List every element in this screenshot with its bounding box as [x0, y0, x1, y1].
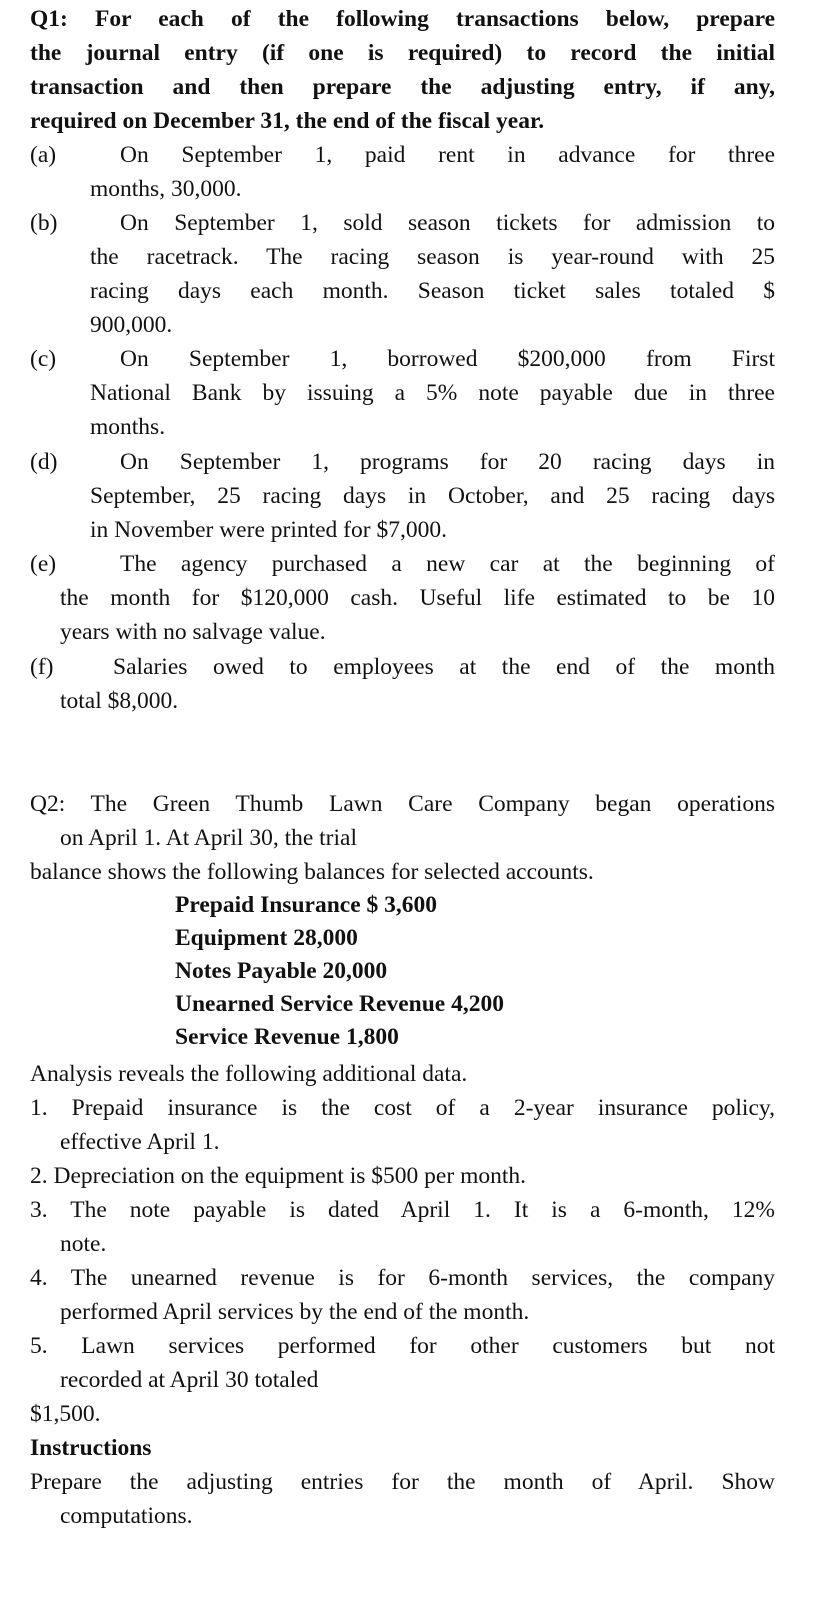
q1-item-d	[30, 445, 775, 547]
q1-item-line: racing days each month. Season ticket sales totaled $	[90, 278, 775, 304]
data-item-line: 2. Depreciation on the equipment is $500 per month.	[30, 1163, 527, 1189]
instructions-heading: Instructions	[30, 1435, 152, 1461]
q1-item-line: months, 30,000.	[90, 176, 242, 202]
q1-item-line	[30, 138, 775, 172]
q1-item-label: (e)	[30, 551, 57, 577]
q1-item-line: September, 25 racing days in October, and 25 racing days	[90, 483, 775, 509]
data-item-line: note.	[60, 1231, 107, 1257]
q1-heading-line: required on December 31, the end of the fiscal year.	[30, 108, 545, 134]
q1-item-line: National Bank by issuing a 5% note payable due in three	[90, 380, 775, 406]
q2-intro-line: balance shows the following balances for selected accounts.	[30, 859, 594, 885]
balance-line: Unearned Service Revenue 4,200	[175, 991, 504, 1017]
q1-item-line: years with no salvage value.	[60, 619, 326, 645]
q1-item-line	[30, 547, 775, 581]
q1-item-line: 900,000.	[90, 312, 173, 338]
data-item-line: 1. Prepaid insurance is the cost of a 2-year insurance policy,	[30, 1095, 775, 1121]
q1-item-line	[30, 445, 775, 479]
analysis-section	[30, 1057, 775, 1533]
instructions-line: Prepare the adjusting entries for the month of April. Show	[30, 1469, 775, 1495]
q1-heading-line: Q1: For each of the following transactions below, prepare	[30, 6, 775, 32]
q1-heading-line: transaction and then prepare the adjusting entry, if any,	[30, 74, 775, 100]
analysis-heading: Analysis reveals the following additional data.	[30, 1061, 468, 1087]
data-item-line: 3. The note payable is dated April 1. It is a 6-month, 12%	[30, 1197, 775, 1223]
data-item-line: recorded at April 30 totaled	[60, 1367, 319, 1393]
q1-item-line: the month for $120,000 cash. Useful life estimated to be 10	[60, 585, 775, 611]
balance-line: Prepaid Insurance $ 3,600	[175, 892, 437, 918]
q1-item-a	[30, 138, 775, 206]
q1-heading-line: the journal entry (if one is required) to record the initial	[30, 40, 775, 66]
q1-item-text: On September 1, programs for 20 racing days in	[120, 449, 775, 475]
q2-intro-line: Q2: The Green Thumb Lawn Care Company began operations	[30, 791, 775, 817]
q2-intro	[30, 787, 775, 889]
q1-item-line: total $8,000.	[60, 688, 179, 714]
q1-item-line: the racetrack. The racing season is year-round with 25	[90, 244, 775, 270]
q1-item-text: The agency purchased a new car at the beginning of	[120, 551, 775, 577]
q1-item-e	[30, 547, 775, 649]
q1-item-b	[30, 206, 775, 342]
q1-item-text: On September 1, paid rent in advance for three	[120, 142, 775, 168]
trial-balance-list	[175, 888, 504, 1053]
data-item-line: effective April 1.	[60, 1129, 220, 1155]
data-item-line: 4. The unearned revenue is for 6-month services, the company	[30, 1265, 775, 1291]
q1-item-line	[30, 342, 775, 376]
q1-item-label: (a)	[30, 142, 57, 168]
q1-item-text: On September 1, borrowed $200,000 from First	[120, 346, 775, 372]
balance-line: Service Revenue 1,800	[175, 1024, 399, 1050]
q1-heading	[30, 2, 775, 138]
q1-item-text: Salaries owed to employees at the end of the month	[113, 654, 775, 680]
balance-line: Notes Payable 20,000	[175, 958, 388, 984]
q1-item-label: (f)	[30, 654, 54, 680]
instructions-line: computations.	[60, 1503, 193, 1529]
q1-item-text: On September 1, sold season tickets for admission to	[120, 210, 775, 236]
q1-item-line: months.	[90, 414, 166, 440]
q1-item-label: (c)	[30, 346, 57, 372]
data-item-line: performed April services by the end of the month.	[60, 1299, 530, 1325]
trailing-amount: $1,500.	[30, 1401, 101, 1427]
q2-intro-line: on April 1. At April 30, the trial	[60, 825, 357, 851]
q1-item-line	[30, 206, 775, 240]
q1-item-line: in November were printed for $7,000.	[90, 517, 447, 543]
q1-item-label: (d)	[30, 449, 58, 475]
q1-item-c	[30, 342, 775, 444]
balance-line: Equipment 28,000	[175, 925, 358, 951]
data-item-line: 5. Lawn services performed for other customers but not	[30, 1333, 775, 1359]
q1-item-line	[30, 650, 775, 684]
q1-item-f	[30, 650, 775, 718]
q1-item-label: (b)	[30, 210, 58, 236]
